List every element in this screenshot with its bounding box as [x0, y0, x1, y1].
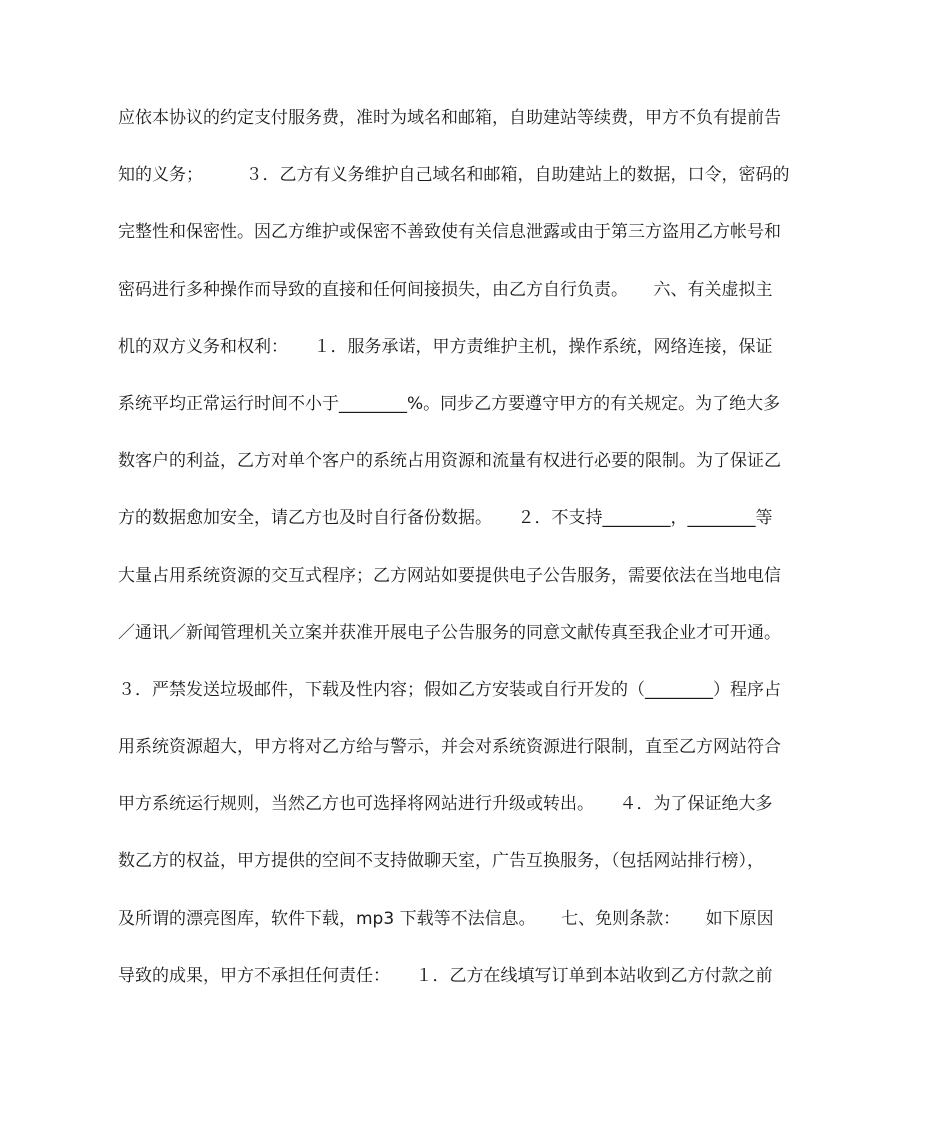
text-line: 数客户的利益，乙方对单个客户的系统占用资源和流量有权进行必要的限制。为了保证乙 [118, 451, 781, 472]
text-line: 方的数据愈加安全，请乙方也及时自行备份数据。 ２．不支持________，________等 [118, 508, 773, 529]
text-line: 应依本协议的约定支付服务费，准时为域名和邮箱，自助建站等续费，甲方不负有提前告 [118, 108, 781, 128]
text-line: 大量占用系统资源的交互式程序；乙方网站如要提供电子公告服务，需要依法在当地电信 [118, 565, 781, 586]
text-line: 甲方系统运行规则，当然乙方也可选择将网站进行升级或转出。 ４．为了保证绝大多 [118, 794, 773, 815]
text-line: 用系统资源超大，甲方将对乙方给与警示，并会对系统资源进行限制，直至乙方网站符合 [118, 737, 781, 758]
text-line: 系统平均正常运行时间不小于________%。同步乙方要遵守甲方的有关规定。为了绝大多 [118, 393, 781, 414]
text-line: 密码进行多种操作而导致的直接和任何间接损失，由乙方自行负责。 六、有关虚拟主 [118, 279, 773, 300]
document-body [118, 90, 830, 1005]
text-line: 完整性和保密性。因乙方维护或保密不善致使有关信息泄露或由于第三方盗用乙方帐号和 [118, 222, 781, 243]
text-line: 导致的成果，甲方不承担任何责任： １．乙方在线填写订单到本站收到乙方付款之前 [118, 965, 773, 986]
text-line: ／通讯／新闻管理机关立案并获准开展电子公告服务的同意文献传真至我企业才可开通。 [118, 622, 781, 643]
text-line: 及所谓的漂亮图库，软件下载，mp3 下载等不法信息。 七、免则条款： 如下原因 [118, 908, 774, 929]
text-line: 数乙方的权益，甲方提供的空间不支持做聊天室，广告互换服务，（包括网站排行榜）， [118, 851, 764, 872]
text-line: ３．严禁发送垃圾邮件，下载及性内容；假如乙方安装或自行开发的（________）程序占 [118, 679, 781, 700]
text-line: 知的义务； ３．乙方有义务维护自己域名和邮箱，自助建站上的数据，口令，密码的 [118, 165, 790, 186]
text-line: 机的双方义务和权利： １．服务承诺，甲方责维护主机，操作系统，网络连接，保证 [118, 336, 773, 357]
